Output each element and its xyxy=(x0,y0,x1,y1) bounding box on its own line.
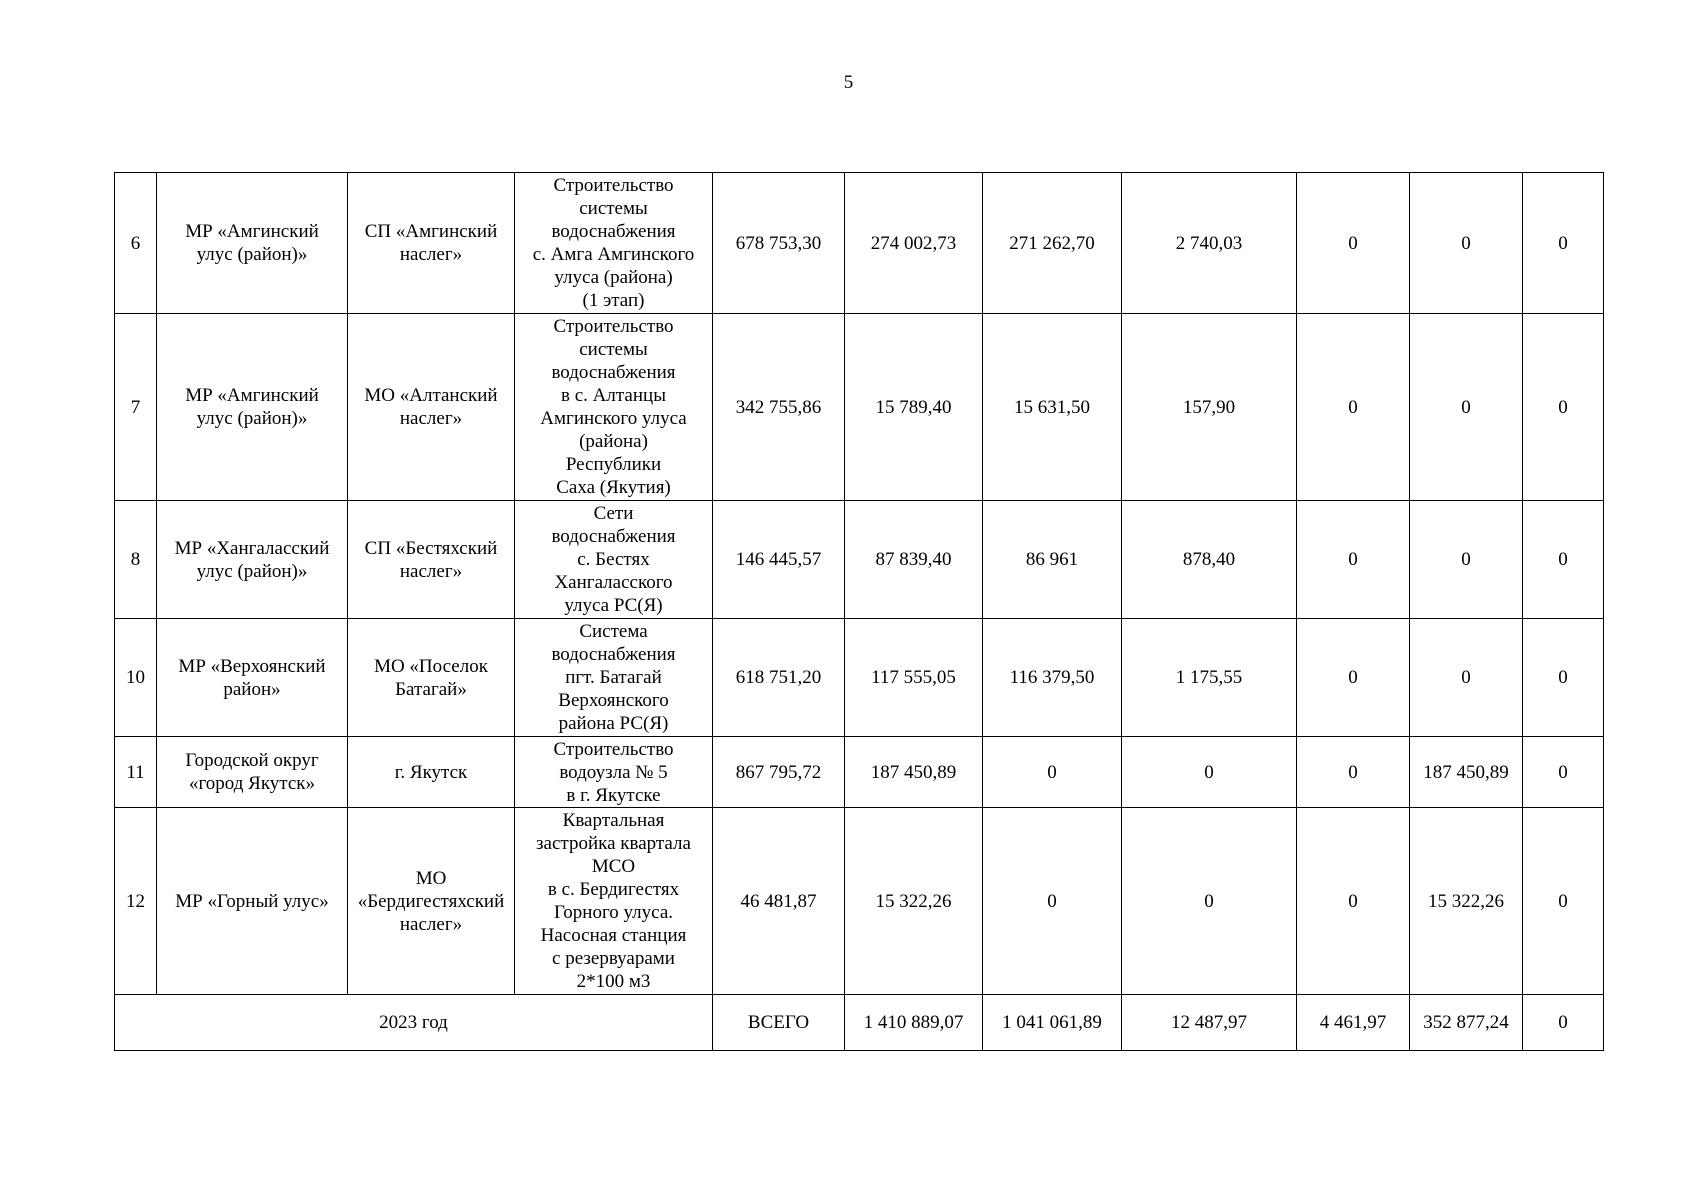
settlement-cell: МО «Бердигестяхский наслег» xyxy=(348,808,515,995)
total-amount-cell: 352 877,24 xyxy=(1410,995,1523,1051)
total-amount-cell: 4 461,97 xyxy=(1297,995,1410,1051)
settlement-cell: МО «Поселок Батагай» xyxy=(348,619,515,737)
district-cell: МР «Амгинский улус (район)» xyxy=(157,173,348,314)
total-amount-cell: 1 041 061,89 xyxy=(983,995,1122,1051)
amount-cell: 878,40 xyxy=(1122,501,1297,619)
district-cell: Городской округ «город Якутск» xyxy=(157,737,348,808)
amount-cell: 0 xyxy=(1410,314,1523,501)
amount-cell: 0 xyxy=(983,737,1122,808)
table-body xyxy=(115,173,1604,1051)
amount-cell: 0 xyxy=(1523,173,1604,314)
amount-cell: 271 262,70 xyxy=(983,173,1122,314)
amount-cell: 0 xyxy=(983,808,1122,995)
object-cell: Строительство системы водоснабжения с. Амга Амгинского улуса (района) (1 этап) xyxy=(515,173,713,314)
amount-cell: 0 xyxy=(1122,737,1297,808)
amount-cell: 274 002,73 xyxy=(845,173,983,314)
table-row xyxy=(115,619,1604,737)
row-number-cell: 7 xyxy=(115,314,157,501)
total-label-cell: ВСЕГО xyxy=(713,995,845,1051)
amount-cell: 0 xyxy=(1297,619,1410,737)
amount-cell: 0 xyxy=(1410,173,1523,314)
total-cost-cell: 618 751,20 xyxy=(713,619,845,737)
total-amount-cell: 0 xyxy=(1523,995,1604,1051)
amount-cell: 0 xyxy=(1523,619,1604,737)
amount-cell: 0 xyxy=(1297,808,1410,995)
amount-cell: 0 xyxy=(1523,808,1604,995)
row-number-cell: 6 xyxy=(115,173,157,314)
total-amount-cell: 1 410 889,07 xyxy=(845,995,983,1051)
total-cost-cell: 46 481,87 xyxy=(713,808,845,995)
amount-cell: 15 322,26 xyxy=(845,808,983,995)
amount-cell: 117 555,05 xyxy=(845,619,983,737)
amount-cell: 15 789,40 xyxy=(845,314,983,501)
district-cell: МР «Верхоянский район» xyxy=(157,619,348,737)
total-row xyxy=(115,995,1604,1051)
amount-cell: 0 xyxy=(1410,619,1523,737)
row-number-cell: 12 xyxy=(115,808,157,995)
settlement-cell: СП «Амгинский наслег» xyxy=(348,173,515,314)
table-row xyxy=(115,173,1604,314)
object-cell: Сети водоснабжения с. Бестях Хангаласского улуса РС(Я) xyxy=(515,501,713,619)
table-row xyxy=(115,314,1604,501)
district-cell: МР «Хангаласский улус (район)» xyxy=(157,501,348,619)
year-label-cell: 2023 год xyxy=(115,995,713,1051)
amount-cell: 0 xyxy=(1523,314,1604,501)
settlement-cell: г. Якутск xyxy=(348,737,515,808)
row-number-cell: 8 xyxy=(115,501,157,619)
object-cell: Система водоснабжения пгт. Батагай Верхоянского района РС(Я) xyxy=(515,619,713,737)
amount-cell: 86 961 xyxy=(983,501,1122,619)
total-cost-cell: 342 755,86 xyxy=(713,314,845,501)
total-cost-cell: 146 445,57 xyxy=(713,501,845,619)
funding-table xyxy=(114,172,1604,1051)
table-row xyxy=(115,808,1604,995)
total-cost-cell: 867 795,72 xyxy=(713,737,845,808)
amount-cell: 187 450,89 xyxy=(1410,737,1523,808)
amount-cell: 187 450,89 xyxy=(845,737,983,808)
total-amount-cell: 12 487,97 xyxy=(1122,995,1297,1051)
settlement-cell: СП «Бестяхский наслег» xyxy=(348,501,515,619)
amount-cell: 116 379,50 xyxy=(983,619,1122,737)
table-row xyxy=(115,737,1604,808)
object-cell: Строительство системы водоснабжения в с. Алтанцы Амгинского улуса (района) Республики Саха (Якутия) xyxy=(515,314,713,501)
amount-cell: 0 xyxy=(1122,808,1297,995)
page-number: 5 xyxy=(843,72,854,93)
amount-cell: 0 xyxy=(1297,173,1410,314)
row-number-cell: 10 xyxy=(115,619,157,737)
amount-cell: 87 839,40 xyxy=(845,501,983,619)
amount-cell: 0 xyxy=(1297,737,1410,808)
object-cell: Квартальная застройка квартала МСО в с. Бердигестях Горного улуса. Насосная станция с резервуарами 2*100 м3 xyxy=(515,808,713,995)
amount-cell: 1 175,55 xyxy=(1122,619,1297,737)
table-row xyxy=(115,501,1604,619)
amount-cell: 0 xyxy=(1523,737,1604,808)
amount-cell: 0 xyxy=(1297,314,1410,501)
amount-cell: 2 740,03 xyxy=(1122,173,1297,314)
amount-cell: 157,90 xyxy=(1122,314,1297,501)
object-cell: Строительство водоузла № 5 в г. Якутске xyxy=(515,737,713,808)
row-number-cell: 11 xyxy=(115,737,157,808)
amount-cell: 15 631,50 xyxy=(983,314,1122,501)
district-cell: МР «Горный улус» xyxy=(157,808,348,995)
total-cost-cell: 678 753,30 xyxy=(713,173,845,314)
amount-cell: 0 xyxy=(1523,501,1604,619)
district-cell: МР «Амгинский улус (район)» xyxy=(157,314,348,501)
amount-cell: 15 322,26 xyxy=(1410,808,1523,995)
amount-cell: 0 xyxy=(1297,501,1410,619)
settlement-cell: МО «Алтанский наслег» xyxy=(348,314,515,501)
amount-cell: 0 xyxy=(1410,501,1523,619)
